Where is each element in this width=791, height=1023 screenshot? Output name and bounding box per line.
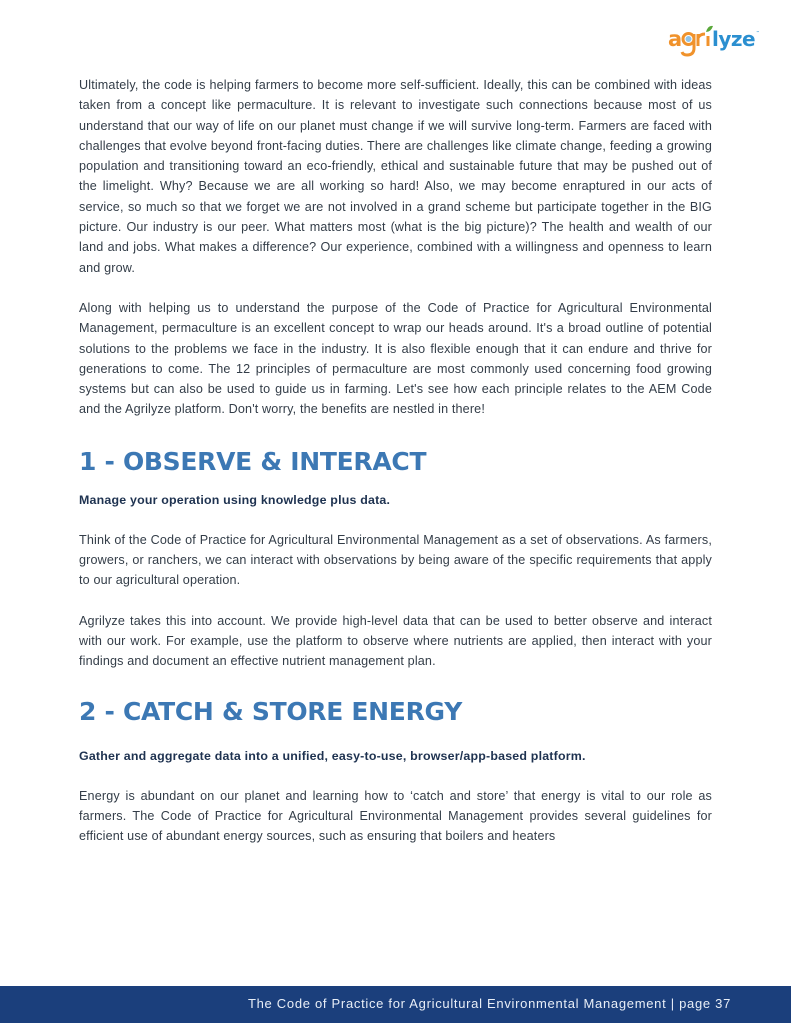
footer-bar [0, 986, 791, 1023]
svg-text:™: ™ [756, 30, 760, 35]
section-heading: 1 - OBSERVE & INTERACT [79, 446, 427, 476]
svg-text:lyze: lyze [712, 27, 756, 51]
section-lead: Manage your operation using knowledge plus data. [79, 492, 391, 507]
logo-mark [668, 22, 760, 58]
agrilyze-logo [668, 22, 760, 58]
intro-paragraph: Ultimately, the code is helping farmers to become more self-sufficient. Ideally, this can be combined with ideas taken from a concept like permaculture. It is relevant to investigate such connections because most of us understand that our way of life on our planet must change if we will survive long-term. Farmers are faced with challenges that evolve beyond front-facing duties. There are challenges like climate change, feeding a growing population and transitioning toward an eco-friendly, ethical and sustainable future that may be pushed out of the limelight. Why? Because we are all working so hard! Also, we may become enraptured in our acts of service, so much so that we forget we are not involved in a grand scheme but participate together in the BIG picture. Our industry is our peer. What matters most (what is the big picture)? The health and wealth of our land and jobs. What makes a difference? Our experience, combined with a willingness and openness to learn and grow. [79, 78, 712, 275]
section-heading: 2 - CATCH & STORE ENERGY [79, 696, 463, 726]
section-lead: Gather and aggregate data into a unified, easy-to-use, browser/app-based platform. [79, 748, 586, 763]
section-paragraph: Agrilyze takes this into account. We provide high-level data that can be used to better observe and interact with our work. For example, use the platform to observe where nutrients are applied, then interact with your findings and document an effective nutrient management plan. [79, 613, 712, 669]
page-content [79, 75, 712, 846]
section-paragraph: Energy is abundant on our planet and learning how to ‘catch and store’ that energy is vital to our role as farmers. The Code of Practice for Agricultural Environmental Management provides several guidelines for efficient use of abundant energy sources, such as ensuring that boilers and heaters [79, 788, 712, 844]
intro-paragraph: Along with helping us to understand the purpose of the Code of Practice for Agricultural Environmental Management, permaculture is an excellent concept to wrap our heads around. It's a broad outline of potential solutions to the problems we face in the industry. It is also flexible enough that it can endure and thrive for generations to come. The 12 principles of permaculture are most commonly used concerning food growing systems but can also be used to guide us in farming. Let's see how each principle relates to the AEM Code and the Agrilyze platform. Don't worry, the benefits are nestled in there! [79, 300, 712, 417]
svg-text:a: a [668, 27, 683, 51]
section-paragraph: Think of the Code of Practice for Agricultural Environmental Management as a set of observations. As farmers, growers, or ranchers, we can interact with observations by being aware of the specific requirements that apply to our agricultural operation. [79, 532, 712, 588]
footer-text: The Code of Practice for Agricultural Environmental Management | page 37 [247, 996, 731, 1011]
